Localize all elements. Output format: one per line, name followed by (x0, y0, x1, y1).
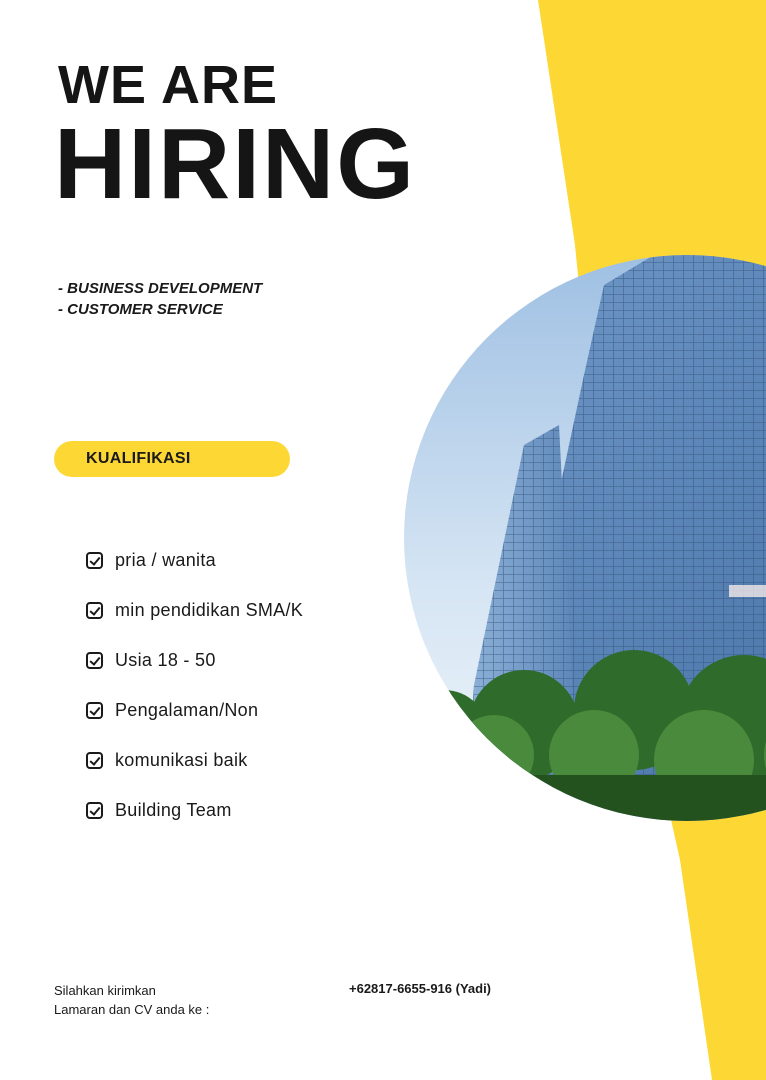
instruction-line: Silahkan kirimkan (54, 983, 156, 998)
checkbox-checked-icon (86, 752, 103, 769)
checkbox-checked-icon (86, 652, 103, 669)
contact-phone: +62817-6655-916 (Yadi) (349, 981, 492, 996)
qualification-text: Building Team (115, 799, 232, 820)
list-item (86, 735, 303, 785)
checkbox-checked-icon (86, 552, 103, 569)
headline-we-are: WE ARE (58, 55, 278, 115)
list-item (86, 635, 303, 685)
qualifications-title: KUALIFIKASI (86, 450, 191, 467)
list-item (86, 585, 303, 635)
qualification-text: komunikasi baik (115, 749, 248, 770)
qualifications-list (86, 535, 303, 835)
qualification-text: pria / wanita (115, 549, 216, 570)
instruction-line: Lamaran dan CV anda ke : (54, 1002, 210, 1017)
application-instructions (54, 981, 209, 1019)
list-item (86, 785, 303, 835)
qualification-text: min pendidikan SMA/K (115, 599, 304, 620)
qualifications-heading (54, 441, 290, 477)
position-item: - CUSTOMER SERVICE (58, 301, 223, 318)
qualification-text: Usia 18 - 50 (115, 649, 216, 670)
list-item (86, 535, 303, 585)
position-item: - BUSINESS DEVELOPMENT (58, 280, 263, 297)
qualification-text: Pengalaman/Non (115, 699, 259, 720)
checkbox-checked-icon (86, 802, 103, 819)
headline-hiring: HIRING (54, 108, 416, 220)
checkbox-checked-icon (86, 702, 103, 719)
position-list (58, 278, 262, 320)
checkbox-checked-icon (86, 602, 103, 619)
list-item (86, 685, 303, 735)
